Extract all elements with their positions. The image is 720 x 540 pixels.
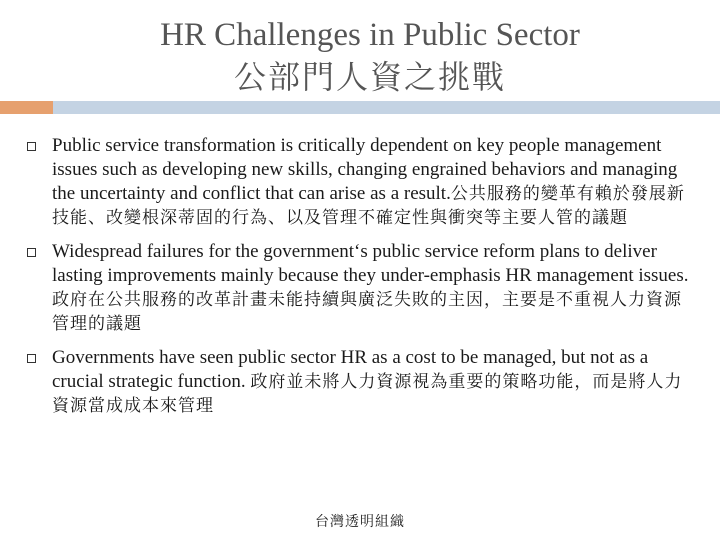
square-bullet-icon <box>27 248 36 257</box>
square-bullet-icon <box>27 142 36 151</box>
bullet-text-english: Governments have seen public sector HR as a cost to be managed, but not as a crucial strategic function. <box>52 347 649 392</box>
header-divider-bar <box>53 101 720 114</box>
square-bullet-icon <box>27 354 36 363</box>
bullet-text-english: Widespread failures for the government‘s public service reform plans to deliver lasting improvements mainly because they under-emphasis HR management issues. <box>52 241 689 286</box>
slide-title <box>0 16 720 96</box>
bullet-text-chinese: 政府在公共服務的改革計畫未能持續與廣泛失敗的主因，主要是不重視人力資源管理的議題 <box>52 290 682 334</box>
bullet-item <box>24 134 696 230</box>
bullet-text-english: Public service transformation is critically dependent on key people management issues such as developing new skills, changing engrained behaviors and managing the uncertainty and conflict that can arise as a result. <box>52 135 678 204</box>
title-english: HR Challenges in Public Sector <box>160 17 580 53</box>
title-chinese: 公部門人資之挑戰 <box>233 58 506 95</box>
bullet-item <box>24 346 696 418</box>
footer-text: 台灣透明組織 <box>315 514 405 530</box>
bullet-list <box>24 134 696 428</box>
accent-bar <box>0 101 53 114</box>
bullet-item <box>24 240 696 336</box>
bullet-text-chinese: 政府並未將人力資源視為重要的策略功能，而是將人力資源當成成本來管理 <box>52 372 683 416</box>
bullet-text-chinese: 公共服務的變革有賴於發展新技能、改變根深蒂固的行為、以及管理不確定性與衝突等主要人管的議題 <box>52 184 685 228</box>
